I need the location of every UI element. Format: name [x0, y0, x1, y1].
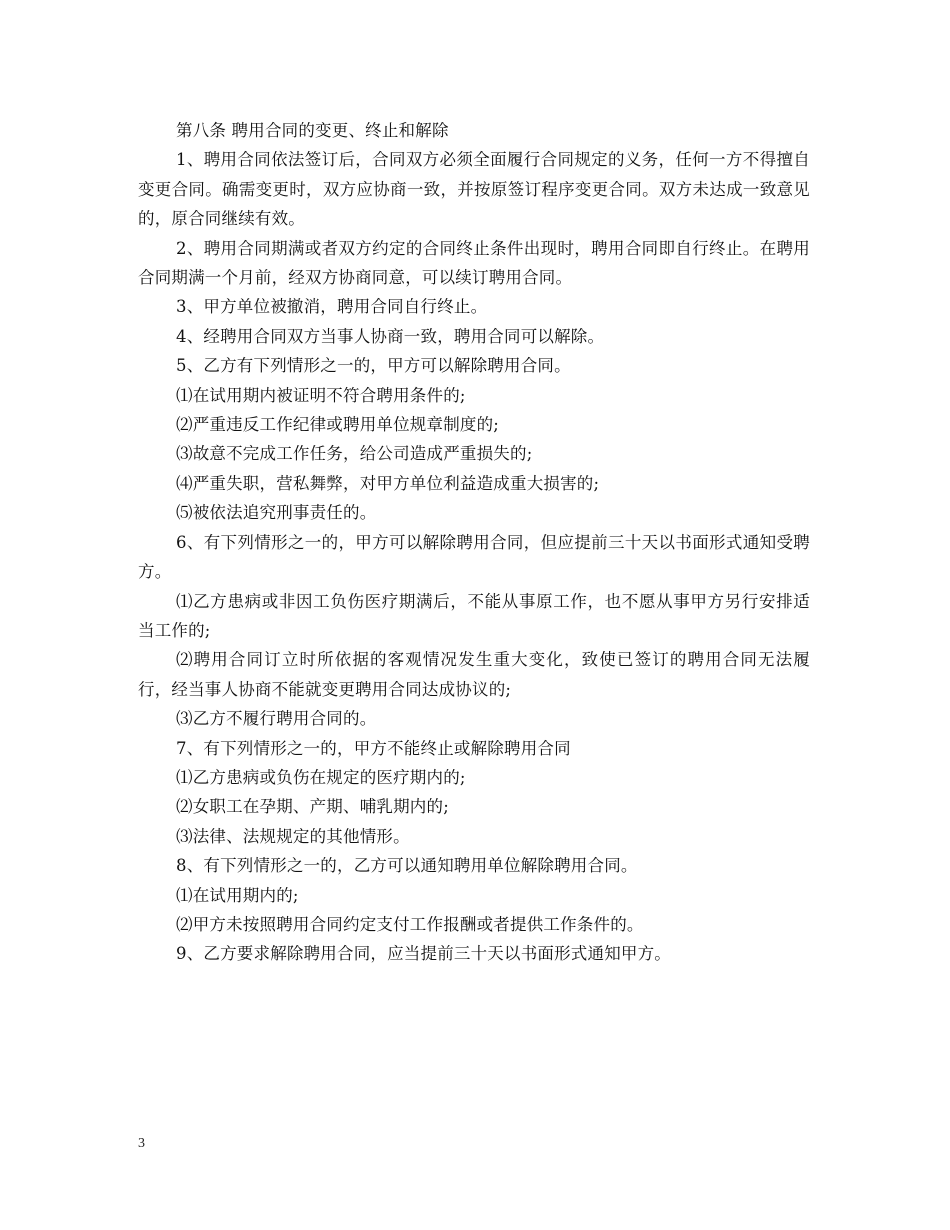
- clause-2: 2、聘用合同期满或者双方约定的合同终止条件出现时，聘用合同即自行终止。在聘用合同期满一个月前，经双方协商同意，可以续订聘用合同。: [138, 238, 810, 288]
- clause-5: 5、乙方有下列情形之一的，甲方可以解除聘用合同。: [176, 356, 571, 376]
- document-body: [138, 116, 810, 969]
- clause-6: 6、有下列情形之一的，甲方可以解除聘用合同，但应提前三十天以书面形式通知受聘方。: [138, 532, 810, 582]
- article-heading: 第八条 聘用合同的变更、终止和解除: [176, 121, 449, 140]
- clause-1: 1、聘用合同依法签订后，合同双方必须全面履行合同规定的义务，任何一方不得擅自变更合同。确需变更时，双方应协商一致，并按原签订程序变更合同。双方未达成一致意见的，原合同继续有效。: [138, 150, 810, 229]
- clause-5-item-2: ⑵严重违反工作纪律或聘用单位规章制度的;: [176, 415, 500, 435]
- page-number: 3: [138, 1136, 145, 1151]
- clause-3: 3、甲方单位被撤消，聘用合同自行终止。: [176, 297, 488, 317]
- clause-6-item-2: ⑵聘用合同订立时所依据的客观情况发生重大变化，致使已签订的聘用合同无法履行，经当事人协商不能就变更聘用合同达成协议的;: [138, 650, 810, 699]
- clause-9: 9、乙方要求解除聘用合同，应当提前三十天以书面形式通知甲方。: [176, 944, 671, 964]
- clause-5-item-3: ⑶故意不完成工作任务，给公司造成严重损失的;: [176, 444, 533, 464]
- clause-5-item-1: ⑴在试用期内被证明不符合聘用条件的;: [176, 385, 466, 405]
- clause-4: 4、经聘用合同双方当事人协商一致，聘用合同可以解除。: [176, 326, 605, 346]
- clause-8: 8、有下列情形之一的，乙方可以通知聘用单位解除聘用合同。: [176, 856, 638, 876]
- clause-6-item-3: ⑶乙方不履行聘用合同的。: [176, 709, 377, 729]
- clause-7-item-1: ⑴乙方患病或负伤在规定的医疗期内的;: [176, 767, 466, 787]
- clause-7: 7、有下列情形之一的，甲方不能终止或解除聘用合同: [176, 738, 571, 758]
- clause-7-item-3: ⑶法律、法规规定的其他情形。: [176, 826, 410, 846]
- clause-5-item-5: ⑸被依法追究刑事责任的。: [176, 503, 377, 523]
- clause-6-item-1: ⑴乙方患病或非因工负伤医疗期满后，不能从事原工作，也不愿从事甲方另行安排适当工作的;: [138, 591, 810, 640]
- clause-7-item-2: ⑵女职工在孕期、产期、哺乳期内的;: [176, 797, 449, 817]
- clause-8-item-1: ⑴在试用期内的;: [176, 885, 299, 905]
- clause-8-item-2: ⑵甲方未按照聘用合同约定支付工作报酬或者提供工作条件的。: [176, 914, 644, 934]
- clause-5-item-4: ⑷严重失职，营私舞弊，对甲方单位利益造成重大损害的;: [176, 473, 600, 493]
